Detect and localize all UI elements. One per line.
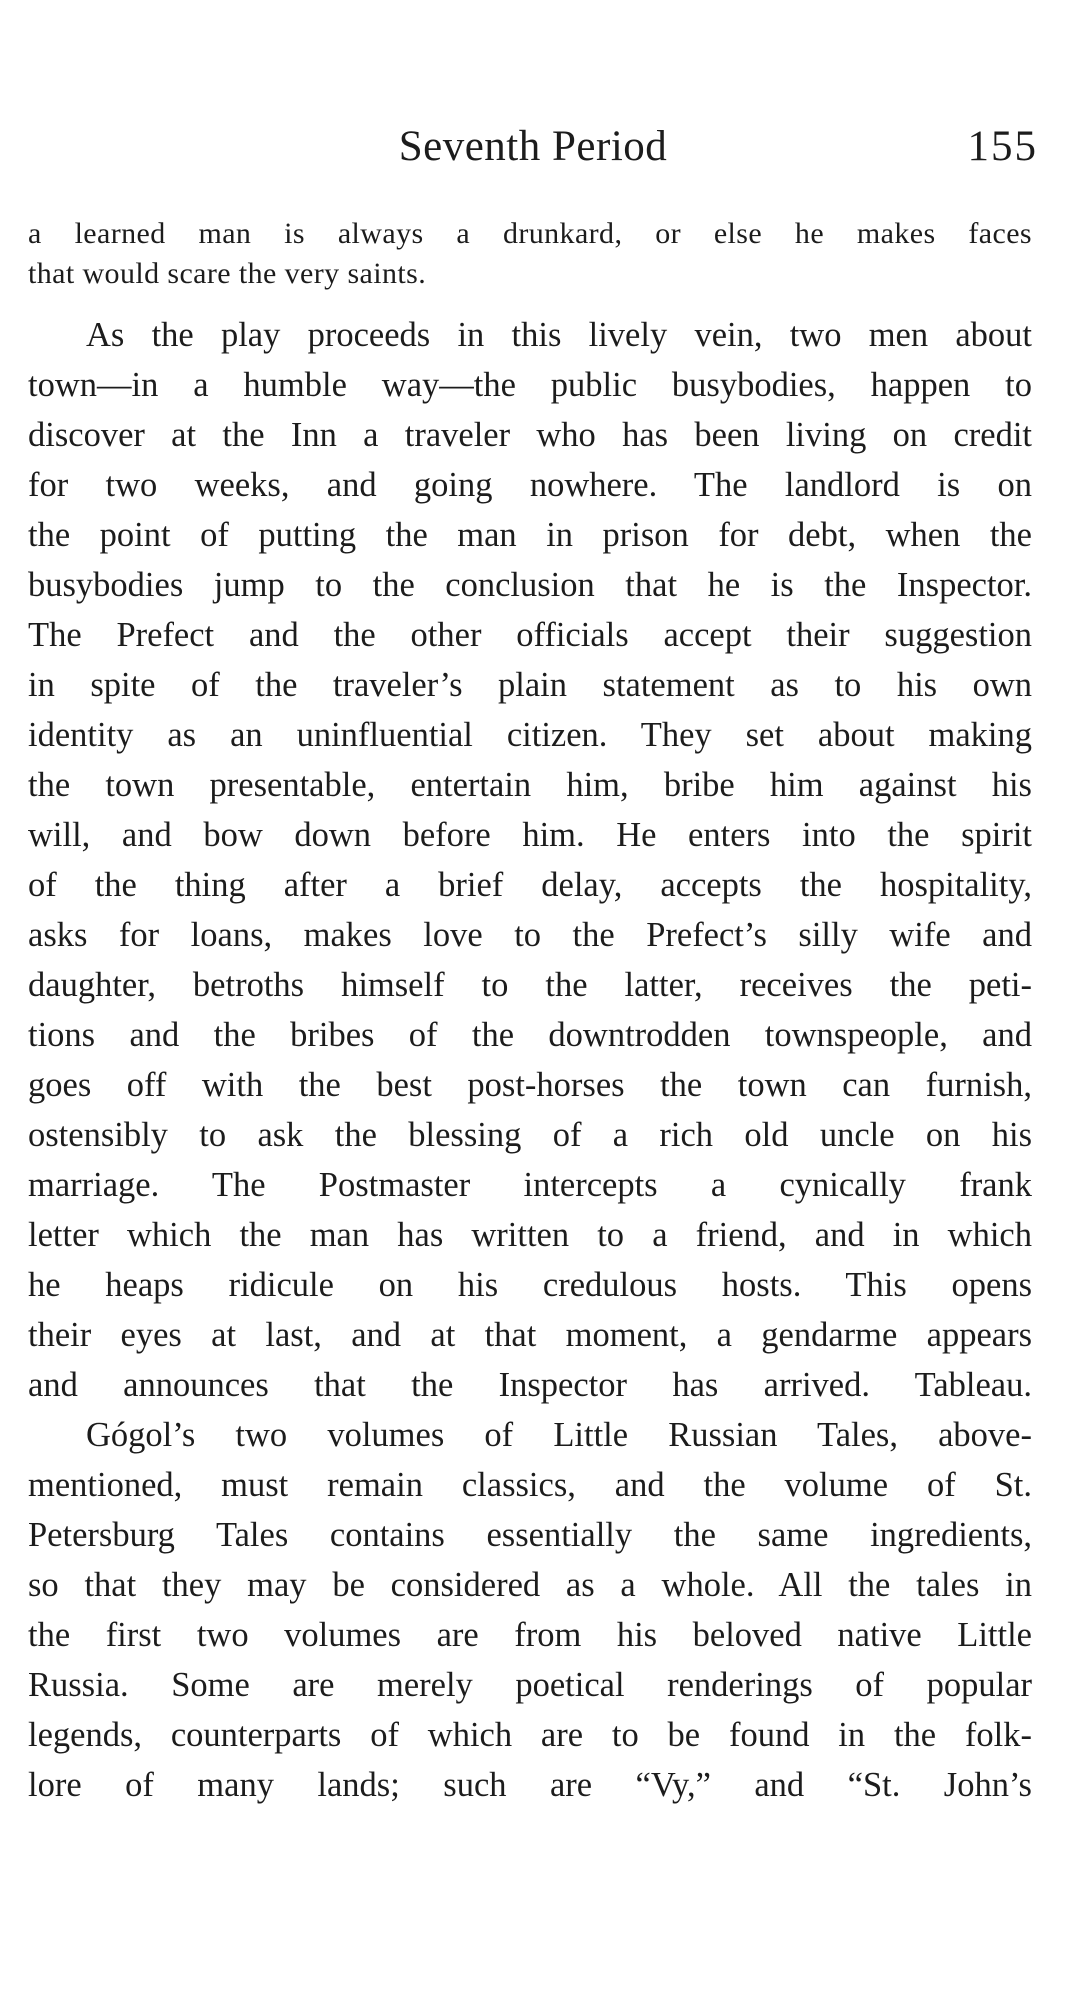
text-line: legends, counterparts of which are to be found in the folk- [28,1716,1032,1754]
text-line: that would scare the very saints. [28,257,427,290]
text-line: marriage. The Postmaster intercepts a cynically frank [28,1166,1032,1204]
text-line: for two weeks, and going nowhere. The landlord is on [28,466,1032,504]
text-line: The Prefect and the other officials accept their suggestion [28,616,1032,654]
paragraph-gap [28,294,1032,310]
text-line: busybodies jump to the conclusion that he is the Inspector. [28,566,1032,604]
text-line: and announces that the Inspector has arrived. Tableau. [28,1366,1032,1404]
text-line: of the thing after a brief delay, accepts the hospitality, [28,866,1032,904]
text-line: the town presentable, entertain him, bribe him against his [28,766,1032,804]
text-line: asks for loans, makes love to the Prefect’s silly wife and [28,916,1032,954]
paragraph [28,214,1032,294]
text-line: letter which the man has written to a friend, and in which [28,1216,1032,1254]
text-line: so that they may be considered as a whole. All the tales in [28,1566,1032,1604]
text-line: will, and bow down before him. He enters into the spirit [28,816,1032,854]
running-head [28,122,1038,178]
paragraph [28,1410,1032,1810]
text-line: their eyes at last, and at that moment, a gendarme appears [28,1316,1032,1354]
text-line: Russia. Some are merely poetical renderings of popular [28,1666,1032,1704]
text-line: Gógol’s two volumes of Little Russian Tales, above- [86,1416,1032,1454]
text-line: Petersburg Tales contains essentially the same ingredients, [28,1516,1032,1554]
text-line: town—in a humble way—the public busybodies, happen to [28,366,1032,404]
text-line: in spite of the traveler’s plain statement as to his own [28,666,1032,704]
text-line: daughter, betroths himself to the latter, receives the peti- [28,966,1032,1004]
text-line: the point of putting the man in prison for debt, when the [28,516,1032,554]
text-line: tions and the bribes of the downtrodden townspeople, and [28,1016,1032,1054]
text-line: As the play proceeds in this lively vein, two men about [86,316,1032,354]
text-line: mentioned, must remain classics, and the volume of St. [28,1466,1032,1504]
paragraph [28,310,1032,1410]
text-line: he heaps ridicule on his credulous hosts. This opens [28,1266,1032,1304]
text-line: goes off with the best post-horses the town can furnish, [28,1066,1032,1104]
body-text [28,214,1032,1810]
text-line: lore of many lands; such are “Vy,” and “St. John’s [28,1766,1032,1804]
text-line: discover at the Inn a traveler who has been living on credit [28,416,1032,454]
text-line: identity as an uninfluential citizen. They set about making [28,716,1032,754]
text-line: the first two volumes are from his beloved native Little [28,1616,1032,1654]
text-line: a learned man is always a drunkard, or else he makes faces [28,217,1032,250]
text-line: ostensibly to ask the blessing of a rich old uncle on his [28,1116,1032,1154]
page-number: 155 [967,123,1038,170]
running-title: Seventh Period [398,123,668,170]
